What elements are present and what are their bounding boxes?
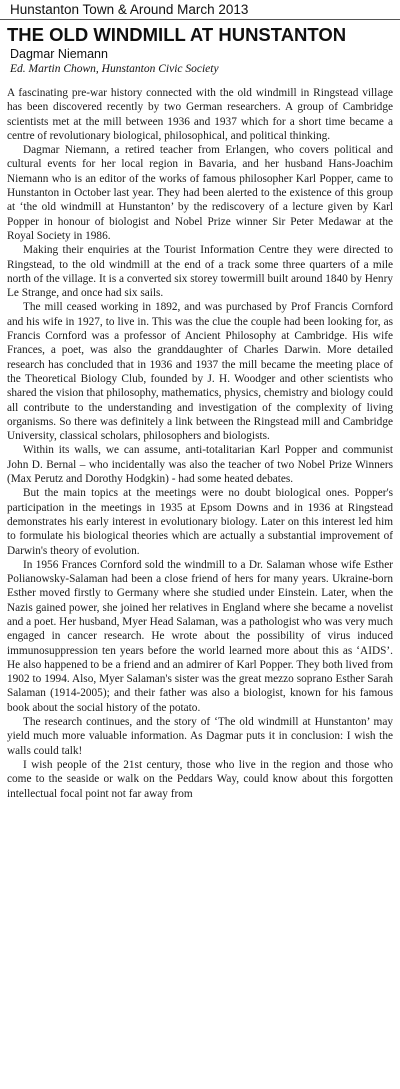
article-author: Dagmar Niemann <box>10 47 108 61</box>
article-editor: Ed. Martin Chown, Hunstanton Civic Society <box>10 63 219 75</box>
article-paragraph: I wish people of the 21st century, those who live in the region and those who come to the seaside or walk on the Peddars Way, could know about this forgotten intellectual focal point not far away from <box>7 758 393 800</box>
article-paragraph: The research continues, and the story of ‘The old windmill at Hunstanton’ may yield much more valuable information. As Dagmar puts it in conclusion: I wish the walls could talk! <box>7 716 393 757</box>
article-body <box>7 86 393 801</box>
article-title: THE OLD WINDMILL AT HUNSTANTON <box>7 24 347 45</box>
article-paragraph: But the main topics at the meetings were no doubt biological ones. Popper's participation in the meetings in 1935 at Epsom Downs and in 1936 at Ringstead demonstrates his early interest in evolutionary biology. Later on this interest led him to formulate his biological theories which are actually a substantial improvement of Darwin's theory of evolution. <box>7 487 393 557</box>
article-paragraph: Dagmar Niemann, a retired teacher from Erlangen, who covers political and cultural events for her local region in Bavaria, and her husband Hans-Joachim Niemann who is an editor of the works of famous philosopher Karl Popper, came to Hunstanton in October last year. They had been alerted to the existence of this group at ‘the old windmill at Hunstanton’ by the rediscovery of a lecture given by Karl Popper in honour of biologist and Nobel Prize winner Sir Peter Medawar at the Royal Society in 1986. <box>7 144 393 242</box>
article-paragraph: In 1956 Frances Cornford sold the windmill to a Dr. Salaman whose wife Esther Polianowsky-Salaman had been a close friend of hers for many years. Ukraine-born Esther moved firstly to Germany where she studied under Einstein. Later, when the Nazis gained power, she joined her relatives in England where she became a novelist and a poet. Her husband, Myer Head Salaman, was a pathologist who was very much engaged in cancer research. He wrote about the possibility of virus induced immunosuppression ten years before the world learned more about this as ‘AIDS’. He also happened to be a friend and an admirer of Karl Popper. They both lived from 1902 to 1994. Also, Myer Salaman's sister was the great mezzo soprano Esther Sarah Salaman (1914-2005); and their father was also a biologist, known for his famous book about the social history of the potato. <box>7 558 393 714</box>
masthead: Hunstanton Town & Around March 2013 <box>0 0 400 20</box>
article-paragraph: The mill ceased working in 1892, and was purchased by Prof Francis Cornford and his wife in 1927, to live in. This was the clue the couple had been looking for, as Francis Cornford was a professor of Ancient Philosophy at Cambridge. His wife Frances, a poet, was also the granddaughter of Charles Darwin. More detailed research has concluded that in 1936 and 1937 the mill became the meeting place of the Theoretical Biology Club, founded by J. H. Woodger and other scientists who shared the vision that philosophy, mathematics, physics, chemistry and biology could all contribute to the understanding and investigation of the complexity of living organisms. So there was definitely a link between the Ringstead mill and Cambridge University, classical scholars, philosophers and biologists. <box>7 301 393 443</box>
article-paragraph: A fascinating pre-war history connected with the old windmill in Ringstead village has been discovered recently by two German researchers. A group of Cambridge scientists met at the mill between 1936 and 1937 which for a short time became a centre of revolutionary biological, philosophical, and political thinking. <box>7 87 393 142</box>
article-paragraph: Within its walls, we can assume, anti-totalitarian Karl Popper and communist John D. Bernal – who incidentally was also the teacher of two Nobel Prize Winners (Max Perutz and Dorothy Hodgkin) - had some heated debates. <box>7 444 393 486</box>
article-paragraph: Making their enquiries at the Tourist Information Centre they were directed to Ringstead, to the old windmill at the end of a track some three quarters of a mile north of the village. It is a converted six storey towermill built around 1840 by Henry Le Strange, and once had six sails. <box>7 244 393 300</box>
